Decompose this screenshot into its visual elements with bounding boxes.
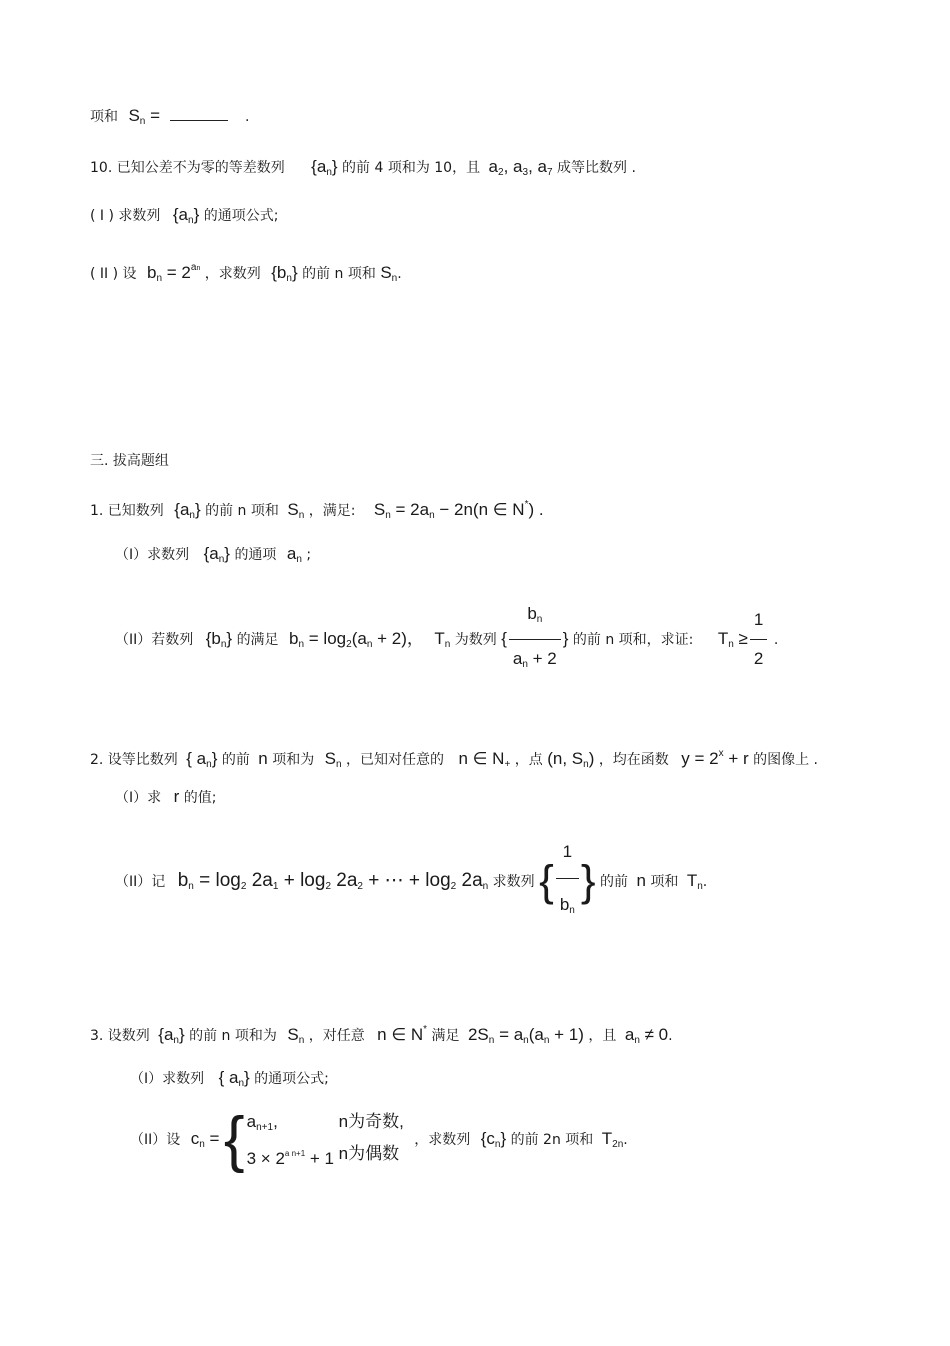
sequence-b: $\{b_n\}$ — [271, 263, 298, 284]
text: 的值; — [183, 790, 217, 806]
label: （II）设 — [130, 1132, 181, 1148]
text: 的前 n 项和为 — [189, 1028, 277, 1044]
case-odd: $a_{n+1}$, n为奇数, — [246, 1111, 404, 1133]
continued-question-line — [90, 106, 249, 132]
sum-sn: $S_n$ — [380, 263, 398, 284]
text: 3. 设数列 — [90, 1028, 150, 1044]
text: ，求数列 — [414, 1132, 471, 1148]
text: 的通项公式; — [203, 208, 279, 224]
text: 的前 2n 项和 — [510, 1132, 594, 1148]
label: ( I ) 求数列 — [90, 208, 161, 224]
formula-bn-log: $b_n = \log_2(a_n + 2)$， — [289, 628, 424, 650]
condition: n ∈ N* — [377, 1024, 428, 1044]
text: ，点 — [514, 752, 543, 768]
cn-definition: $c_n$ = — [190, 1129, 220, 1150]
point: (n, $S_n$) — [547, 749, 595, 770]
text: 满足 — [431, 1028, 460, 1044]
sequence-a: $\{a_n\}$ — [172, 205, 200, 226]
problem-2-part-1 — [115, 787, 216, 808]
label: （II）记 — [115, 873, 166, 890]
text: 的前 n 项和 — [302, 266, 376, 282]
problem-3-stem: 3. 设数列 $\{a_n\}$ 的前 n 项和为 $S_n$ ，对任意 n ∈ N* 满足 $2S_n = a_n(a_n + 1)$ ，且 $a_n \ne 0$. — [90, 1024, 673, 1046]
text: 的前 — [600, 873, 628, 890]
problem-10-part-1 — [90, 205, 278, 231]
problem-3-part-2: （II）设 $c_n$ = { $a_{n+1}$, n为奇数, $3 \times 2^{a n+1} + 1$ n为偶数 ，求数列 $\{c_n\}$ 的前 2n 项和 $T_{2n}$. — [130, 1105, 628, 1174]
text: 求数列 — [492, 873, 535, 890]
piecewise-cases: { $a_{n+1}$, n为奇数, $3 \times 2^{a n+1} + 1$ n为偶数 — [223, 1105, 404, 1174]
label: （I）求数列 — [115, 547, 190, 563]
label: ( II ) 设 — [90, 266, 137, 282]
text: 的前 — [221, 752, 250, 768]
condition: n ∈ $N_+$ — [458, 749, 511, 770]
nonzero: $a_n \ne 0$ — [624, 1025, 669, 1046]
fraction-sequence: { $\frac{b_n}{a_n + 2}$ } — [501, 629, 568, 648]
sequence-a: $\{a_n\}$ — [311, 157, 338, 178]
sequence-a: $\{a_n\}$ — [174, 500, 201, 521]
text: 为数列 — [454, 631, 497, 648]
text: ，求数列 — [204, 266, 261, 282]
problem-1-stem — [90, 495, 544, 526]
text: ，对任意 — [308, 1028, 365, 1044]
sum-sn: $S_n$ — [324, 749, 342, 770]
math-sum: $S_n$ = — [128, 106, 161, 127]
text: ，已知对任意的 — [346, 752, 445, 768]
text: 的通项公式; — [254, 1071, 329, 1087]
sequence-a: { $a_n$} — [186, 749, 218, 770]
inequality: $T_n$ ≥ $\frac{1}{2}$ — [718, 629, 770, 648]
var-r: r — [173, 787, 180, 806]
function: $y = 2^x + r$ — [681, 748, 749, 768]
fraction-sequence: { $\frac{1}{b_n}$ } — [539, 871, 595, 890]
formula-bn: $b_n = 2^{an}$ — [147, 262, 201, 284]
sequence-b: $\{b_n\}$ — [205, 628, 233, 650]
text: 1. 已知数列 — [90, 503, 164, 519]
problem-10-stem — [90, 157, 636, 183]
problem-2-stem — [90, 744, 818, 775]
answer-blank — [170, 106, 228, 121]
label: （II）若数列 — [115, 631, 194, 648]
terms-a2-a3-a7: $a_2$, $a_3$, $a_7$ — [488, 157, 553, 178]
t-n: $T_n$ — [434, 628, 451, 650]
text: 的前 4 项和为 10，且 — [342, 160, 481, 176]
problem-2-part-2: （II）记 $b_n = \log_2 2a_1 + \log_2 2a_2$ + ⋯ + $\log_2 2a_n$ 求数列 { $\frac{1}{b_n}$ } 的前 n 项和 $T_n$. — [115, 828, 707, 935]
sequence-a: $\{a_n\}$ — [158, 1025, 185, 1046]
text: 的前 n 项和 — [205, 503, 279, 519]
text: 项和 — [650, 873, 679, 890]
t-2n: $T_{2n}$ — [601, 1129, 624, 1150]
problem-3-part-1 — [130, 1068, 329, 1094]
sum-sn: $S_n$ — [287, 500, 305, 521]
problem-10-part-2: ( II ) 设 $b_n = 2^{an}$ ，求数列 $\{b_n\}$ 的前 n 项和 $S_n$. — [90, 262, 402, 284]
section-title: 三. 拔高题组 — [90, 453, 169, 469]
var-n: n — [258, 749, 268, 768]
text: ，且 — [588, 1028, 617, 1044]
label: （I）求 — [115, 790, 162, 806]
case-even: $3 \times 2^{a n+1} + 1$ n为偶数 — [246, 1143, 400, 1168]
text: 的图像上 . — [753, 752, 819, 768]
sequence-c: $\{c_n\}$ — [480, 1129, 507, 1150]
text: ，均在函数 — [598, 752, 669, 768]
formula-bn-sum-log: $b_n = \log_2 2a_1 + \log_2 2a_2$ + ⋯ + $\log_2 2a_n$ — [177, 869, 489, 892]
t-n: $T_n$ — [686, 870, 703, 892]
period: . — [244, 109, 250, 125]
text: 的满足 — [236, 631, 279, 648]
sequence-a: { $a_n$} — [218, 1068, 250, 1089]
section-heading — [90, 451, 169, 471]
problem-1-part-1: （I）求数列 $\{a_n\}$ 的通项 $a_n$ ; — [115, 544, 312, 565]
equation-sn: $S_n = 2a_n - 2n(n$ ∈ N*) . — [373, 499, 544, 521]
var-n: n — [636, 870, 646, 890]
label: （I）求数列 — [130, 1071, 205, 1087]
text: 的前 n 项和，求证: — [572, 631, 694, 648]
problem-1-part-2: （II）若数列 $\{b_n\}$ 的满足 $b_n = \log_2(a_n + 2)$， $T_n$ 为数列 { $\frac{b_n}{a_n + 2}$ } 的前 n 项和，求证: $T_n$ ≥ $\frac{1}{2}$ . — [115, 597, 778, 682]
text: ，满足: — [308, 503, 356, 519]
equation: $2S_n = a_n(a_n + 1)$ — [467, 1025, 584, 1046]
text: 10. 已知公差不为零的等差数列 — [90, 160, 285, 176]
text: 项和为 — [272, 752, 315, 768]
text: 成等比数列 . — [557, 160, 636, 176]
text: 的通项 — [234, 547, 277, 563]
term-an: $a_n$ — [286, 544, 302, 565]
text: 项和 — [90, 109, 118, 125]
text: 2. 设等比数列 — [90, 752, 178, 768]
sequence-a: $\{a_n\}$ — [203, 544, 230, 565]
sum-sn: $S_n$ — [287, 1025, 305, 1046]
